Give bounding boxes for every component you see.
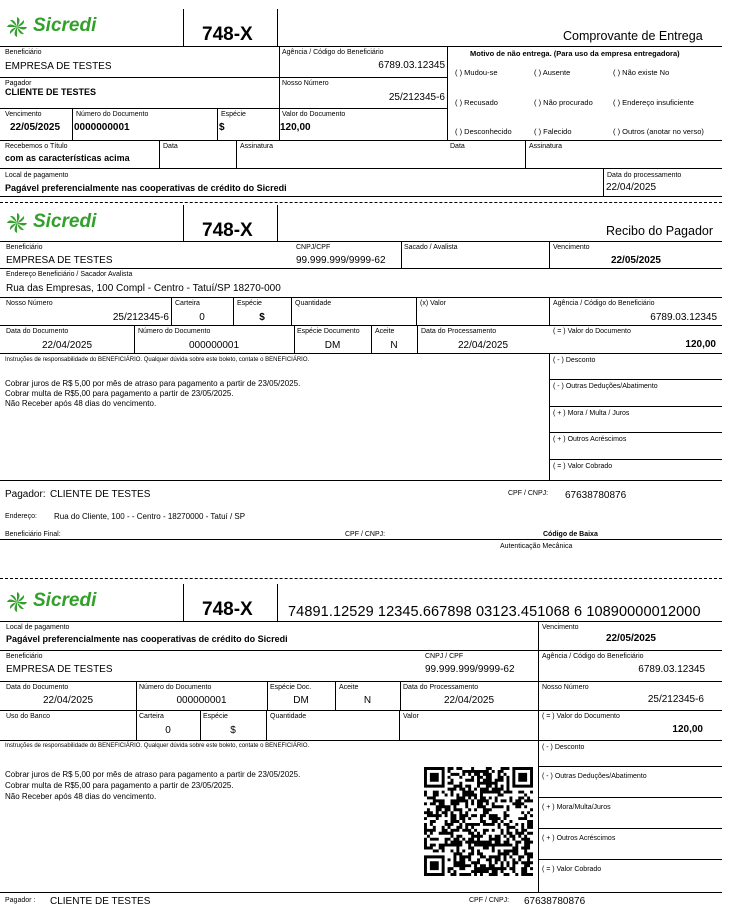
cnpj-label: CNPJ/CPF	[296, 244, 331, 251]
vencimento-label: Vencimento	[553, 244, 590, 251]
pagador-label: Pagador:	[5, 489, 46, 500]
sicredi-pinwheel-icon	[6, 212, 28, 234]
brand-name: Sicredi	[33, 590, 97, 611]
especie-label: Espécie	[203, 713, 228, 720]
assinatura-label: Assinatura	[529, 143, 563, 150]
pagador-value: CLIENTE DE TESTES	[5, 87, 97, 97]
motivo-option[interactable]: ( ) Não existe No	[613, 68, 670, 77]
pagador-label: Pagador	[5, 80, 32, 87]
data-documento-label: Data do Documento	[6, 684, 69, 691]
data-processamento-label: Data do processamento	[607, 172, 682, 179]
desconto-label: ( - ) Desconto	[542, 744, 585, 751]
endereco-pagador-value: Rua do Cliente, 100 - - Centro - 18270000 - Tatuí / SP	[54, 512, 246, 521]
valor-documento-label: ( = ) Valor do Documento	[553, 328, 631, 335]
especie-value: $	[259, 312, 265, 323]
sicredi-logo	[6, 589, 126, 615]
agencia-value: 6789.03.12345	[378, 60, 445, 71]
cnpj-value: 99.999.999/9999-62	[425, 664, 515, 675]
beneficiario-value: EMPRESA DE TESTES	[6, 664, 113, 675]
cnpj-label: CNPJ / CPF	[425, 653, 464, 660]
uso-banco-label: Uso do Banco	[6, 713, 50, 720]
cut-line	[0, 578, 722, 579]
data-label: Data	[450, 143, 465, 150]
agencia-label: Agência / Código do Beneficiário	[542, 653, 644, 660]
numero-documento-label: Número do Documento	[139, 684, 212, 691]
local-pagamento-value: Pagável preferencialmente nas cooperativas de crédito do Sicredi	[5, 183, 287, 193]
cnpj-value: 99.999.999/9999-62	[296, 255, 386, 266]
pagador-value: CLIENTE DE TESTES	[50, 489, 151, 500]
instrucao-line: Cobrar juros de R$ 5,00 por mês de atraso para pagamento a partir de 23/05/2025.	[5, 770, 301, 779]
document-title: Recibo do Pagador	[606, 224, 714, 238]
nosso-numero-value: 25/212345-6	[647, 694, 704, 705]
especie-doc-value: DM	[293, 695, 309, 706]
valor-cobrado-label: ( = ) Valor Cobrado	[553, 463, 613, 470]
numero-documento-value: 000000001	[188, 340, 240, 351]
numero-documento-value: 0000000001	[74, 122, 130, 133]
valor-documento-label: ( = ) Valor do Documento	[542, 713, 620, 720]
cpf-cnpj-label: CPF / CNPJ:	[508, 490, 549, 497]
local-pagamento-value: Pagável preferencialmente nas cooperativas de crédito do Sicredi	[6, 634, 288, 644]
desconto-label: ( - ) Desconto	[553, 357, 596, 364]
vencimento-value: 22/05/2025	[610, 255, 661, 266]
outras-deducoes-label: ( - ) Outras Deduções/Abatimento	[553, 383, 658, 390]
data-label: Data	[163, 143, 178, 150]
pagador-label: Pagador :	[5, 897, 36, 904]
especie-documento-label: Espécie Documento	[297, 328, 360, 335]
sicredi-logo	[6, 14, 126, 40]
instrucao-line: Cobrar multa de R$5,00 para pagamento a partir de 23/05/2025.	[5, 781, 234, 790]
endereco-pagador-label: Endereço:	[5, 513, 37, 520]
valor-cobrado-label: ( = ) Valor Cobrado	[542, 866, 602, 873]
recebemos-value: com as características acima	[5, 153, 130, 163]
carteira-value: 0	[199, 312, 205, 323]
sicredi-logo	[6, 210, 126, 236]
data-processamento-value: 22/04/2025	[606, 182, 657, 193]
cpf-cnpj-label: CPF / CNPJ:	[345, 531, 386, 538]
agencia-label: Agência / Código do Beneficiário	[282, 49, 384, 56]
especie-documento-value: DM	[324, 340, 341, 351]
beneficiario-label: Beneficiário	[6, 244, 43, 251]
data-documento-value: 22/04/2025	[41, 340, 93, 351]
mora-multa-label: ( + ) Mora / Multa / Juros	[553, 410, 630, 417]
pix-qr-code-icon	[424, 767, 533, 876]
aceite-label: Aceite	[375, 328, 395, 335]
x-valor-label: (x) Valor	[420, 300, 446, 307]
aceite-label: Aceite	[339, 684, 359, 691]
vencimento-label: Vencimento	[5, 111, 42, 118]
recebemos-label: Recebemos o Título	[5, 143, 68, 150]
valor-label: Valor do Documento	[282, 111, 346, 118]
brand-name: Sicredi	[33, 15, 97, 36]
cut-line	[0, 202, 722, 203]
instrucoes-label: Instruções de responsabilidade do BENEFICIÁRIO. Qualquer dúvida sobre este boleto, contate o BENEFICIÁRIO.	[5, 357, 310, 363]
instrucoes-label: Instruções de responsabilidade do BENEFICIÁRIO. Qualquer dúvida sobre este boleto, contate o BENEFICIÁRIO.	[5, 743, 310, 749]
document-title: Comprovante de Entrega	[563, 29, 703, 43]
beneficiario-label: Beneficiário	[5, 49, 42, 56]
instrucao-line: Cobrar juros de R$ 5,00 por mês de atraso para pagamento a partir de 23/05/2025.	[5, 379, 301, 388]
sacado-label: Sacado / Avalista	[404, 244, 458, 251]
beneficiario-value: EMPRESA DE TESTES	[5, 61, 112, 72]
motivo-option[interactable]: ( ) Falecido	[534, 127, 572, 136]
valor-documento-value: 120,00	[672, 724, 703, 735]
autenticacao-label: Autenticação Mecânica	[500, 543, 573, 550]
numero-documento-value: 000000001	[176, 695, 227, 706]
assinatura-label: Assinatura	[240, 143, 274, 150]
outros-acrescimos-label: ( + ) Outros Acréscimos	[542, 835, 616, 842]
beneficiario-value: EMPRESA DE TESTES	[6, 255, 113, 266]
valor-value: 120,00	[280, 122, 311, 133]
instrucao-line: Não Receber após 48 dias do vencimento.	[5, 399, 157, 408]
data-processamento-value: 22/04/2025	[443, 695, 495, 706]
data-documento-label: Data do Documento	[6, 328, 69, 335]
agencia-label: Agência / Código do Beneficiário	[553, 300, 655, 307]
especie-value: $	[219, 122, 225, 133]
valor-documento-value: 120,00	[685, 339, 716, 350]
nosso-numero-value: 25/212345-6	[388, 92, 445, 103]
instrucao-line: Não Receber após 48 dias do vencimento.	[5, 792, 157, 801]
bank-code: 748-X	[202, 220, 253, 241]
sicredi-pinwheel-icon	[6, 591, 28, 613]
motivo-option[interactable]: ( ) Desconhecido	[455, 127, 512, 136]
outros-acrescimos-label: ( + ) Outros Acréscimos	[553, 436, 627, 443]
sicredi-pinwheel-icon	[6, 16, 28, 38]
motivo-option[interactable]: ( ) Endereço insuficiente	[613, 98, 694, 107]
quantidade-label: Quantidade	[270, 713, 307, 720]
local-pagamento-label: Local de pagamento	[6, 624, 70, 631]
brand-name: Sicredi	[33, 211, 97, 232]
motivo-option[interactable]: ( ) Mudou-se	[455, 68, 498, 77]
endereco-value: Rua das Empresas, 100 Compl - Centro - Tatuí/SP 18270-000	[6, 283, 281, 294]
cpf-cnpj-value: 67638780876	[565, 490, 627, 501]
bank-code: 748-X	[202, 599, 253, 620]
numero-documento-label: Número do Documento	[76, 111, 149, 118]
bank-code: 748-X	[202, 24, 253, 45]
especie-value: $	[230, 725, 236, 736]
carteira-value: 0	[165, 725, 171, 736]
aceite-value: N	[363, 695, 372, 706]
nosso-numero-label: Nosso Número	[542, 684, 589, 691]
outras-deducoes-label: ( - ) Outras Deduções/Abatimento	[542, 773, 647, 780]
beneficiario-label: Beneficiário	[6, 653, 43, 660]
agencia-value: 6789.03.12345	[650, 312, 717, 323]
data-processamento-label: Data do Processamento	[421, 328, 497, 335]
vencimento-value: 22/05/2025	[605, 633, 656, 644]
carteira-label: Carteira	[175, 300, 200, 307]
instrucao-line: Cobrar multa de R$5,00 para pagamento a partir de 23/05/2025.	[5, 389, 234, 398]
data-processamento-value: 22/04/2025	[457, 340, 509, 351]
especie-label: Espécie	[237, 300, 262, 307]
cpf-cnpj-value: 67638780876	[524, 896, 586, 907]
data-processamento-label: Data do Processamento	[403, 684, 479, 691]
nosso-numero-label: Nosso Número	[282, 80, 329, 87]
linha-digitavel[interactable]: 74891.12529 12345.667898 03123.451068 6 10890000012000	[288, 604, 701, 620]
especie-doc-label: Espécie Doc.	[270, 684, 312, 691]
local-pagamento-label: Local de pagamento	[5, 172, 69, 179]
numero-documento-label: Número do Documento	[138, 328, 211, 335]
cpf-cnpj-label: CPF / CNPJ:	[469, 897, 510, 904]
motivo-option[interactable]: ( ) Ausente	[534, 68, 571, 77]
endereco-label: Endereço Beneficiário / Sacador Avalista	[6, 271, 133, 278]
beneficiario-final-label: Beneficiário Final:	[5, 531, 61, 538]
quantidade-label: Quantidade	[295, 300, 332, 307]
motivo-option[interactable]: ( ) Recusado	[455, 98, 498, 107]
aceite-value: N	[390, 340, 398, 351]
nosso-numero-label: Nosso Número	[6, 300, 53, 307]
nosso-numero-value: 25/212345-6	[112, 312, 169, 323]
codigo-baixa-label: Código de Baixa	[543, 531, 598, 538]
mora-multa-label: ( + ) Mora/Multa/Juros	[542, 804, 611, 811]
carteira-label: Carteira	[139, 713, 164, 720]
especie-label: Espécie	[221, 111, 246, 118]
data-documento-value: 22/04/2025	[42, 695, 94, 706]
motivo-option[interactable]: ( ) Não procurado	[534, 98, 593, 107]
motivo-title: Motivo de não entrega. (Para uso da empresa entregadora)	[470, 49, 680, 58]
vencimento-value: 22/05/2025	[10, 122, 61, 133]
motivo-option[interactable]: ( ) Outros (anotar no verso)	[613, 127, 704, 136]
pagador-value: CLIENTE DE TESTES	[50, 896, 151, 907]
valor-label: Valor	[403, 713, 419, 720]
vencimento-label: Vencimento	[542, 624, 579, 631]
agencia-value: 6789.03.12345	[638, 664, 705, 675]
